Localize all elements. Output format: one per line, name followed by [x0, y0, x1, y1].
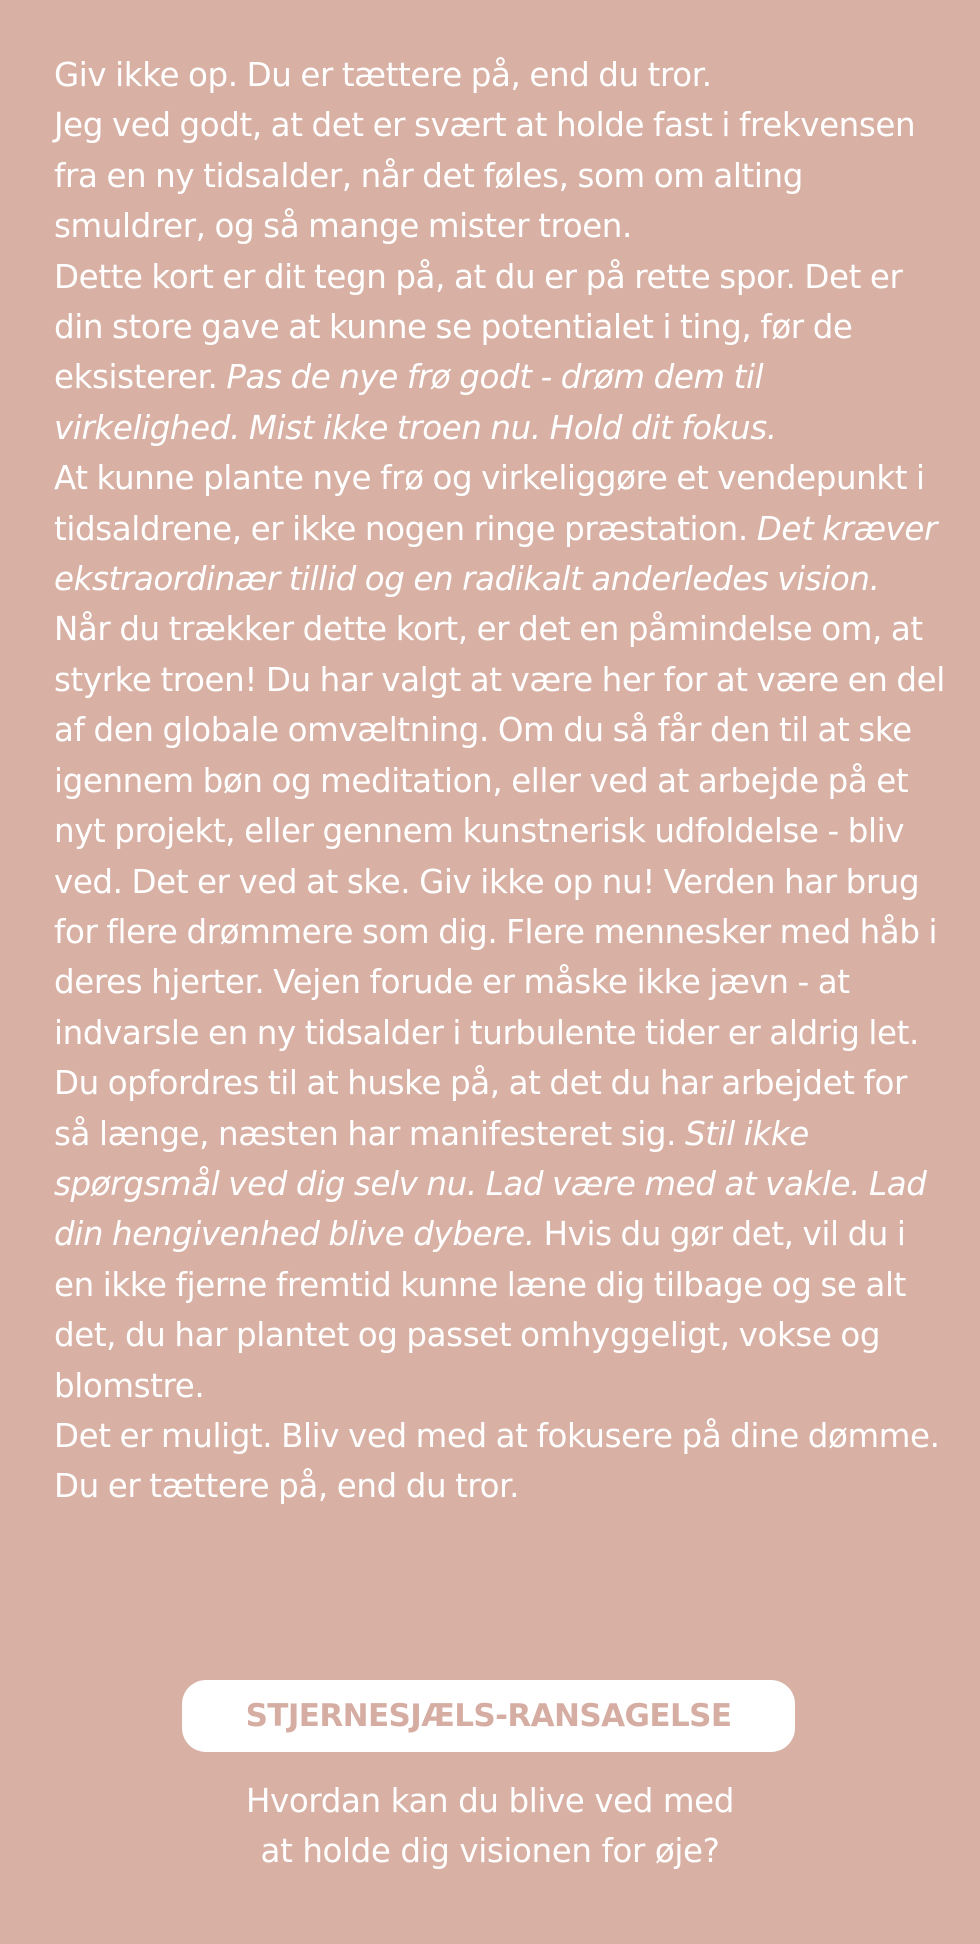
- italic-span: Stil ikke spørgsmål ved dig selv nu. Lad være med at vakle. Lad din hengivenhed blive dybere.: [54, 1114, 927, 1254]
- paragraph-sign: [54, 252, 946, 454]
- closing-question: [0, 1776, 980, 1876]
- section-title: STJERNESJÆLS-RANSAGELSE: [245, 1698, 732, 1734]
- paragraph-closing: [54, 1411, 946, 1512]
- paragraph-intro: [54, 50, 946, 100]
- text-span: At kunne plante nye frø og virkeliggøre et vendepunkt i tidsaldrene, er ikke nogen ringe præstation.: [54, 459, 925, 548]
- paragraph-reminder: [54, 604, 946, 1411]
- closing-question-line-2: at holde dig visionen for øje?: [260, 1832, 720, 1870]
- italic-span: Pas de nye frø godt - drøm dem til virkelighed. Mist ikke troen nu. Hold dit fokus.: [54, 358, 777, 447]
- closing-question-line-1: Hvordan kan du blive ved med: [246, 1782, 734, 1820]
- text-span: Det er muligt. Bliv ved med at fokusere på dine dømme. Du er tættere på, end du tror.: [54, 1416, 940, 1506]
- paragraph-frequency: [54, 100, 946, 251]
- section-title-badge: [182, 1680, 795, 1752]
- card-body-text: [54, 50, 946, 1512]
- paragraph-seeds: [54, 453, 946, 604]
- text-span: Når du trækker dette kort, er det en påmindelse om, at styrke troen! Du har valgt at være her for at være en del af den globale omvæltning. Om du så får den til at ske igennem bøn og meditation, eller ved at arbejde på et nyt projekt, eller gennem kunstnerisk udfoldelse - bliv ved. Det er ved at ske. Giv ikke op nu! Verden har brug for flere drømmere som dig. Flere mennesker med håb i deres hjerter. Vejen forude er måske ikke jævn - at indvarsle en ny tidsalder i turbulente tider er aldrig let. Du opfordres til at huske på, at det du har arbejdet for så længe, næsten har manifesteret sig.: [54, 610, 945, 1153]
- text-span: Hvis du gør det, vil du i en ikke fjerne fremtid kunne læne dig tilbage og se alt det, du har plantet og passet omhyggeligt, vokse og blomstre.: [54, 1215, 906, 1405]
- text-span: Jeg ved godt, at det er svært at holde fast i frekvensen fra en ny tidsalder, når det føles, som om alting smuldrer, og så mange mister troen.: [54, 106, 916, 246]
- text-span: Giv ikke op. Du er tættere på, end du tror.: [54, 56, 712, 94]
- text-span: Dette kort er dit tegn på, at du er på rette spor. Det er din store gave at kunne se potentialet i ting, før de eksisterer.: [54, 257, 903, 397]
- italic-span: Det kræver ekstraordinær tillid og en radikalt anderledes vision.: [54, 509, 937, 599]
